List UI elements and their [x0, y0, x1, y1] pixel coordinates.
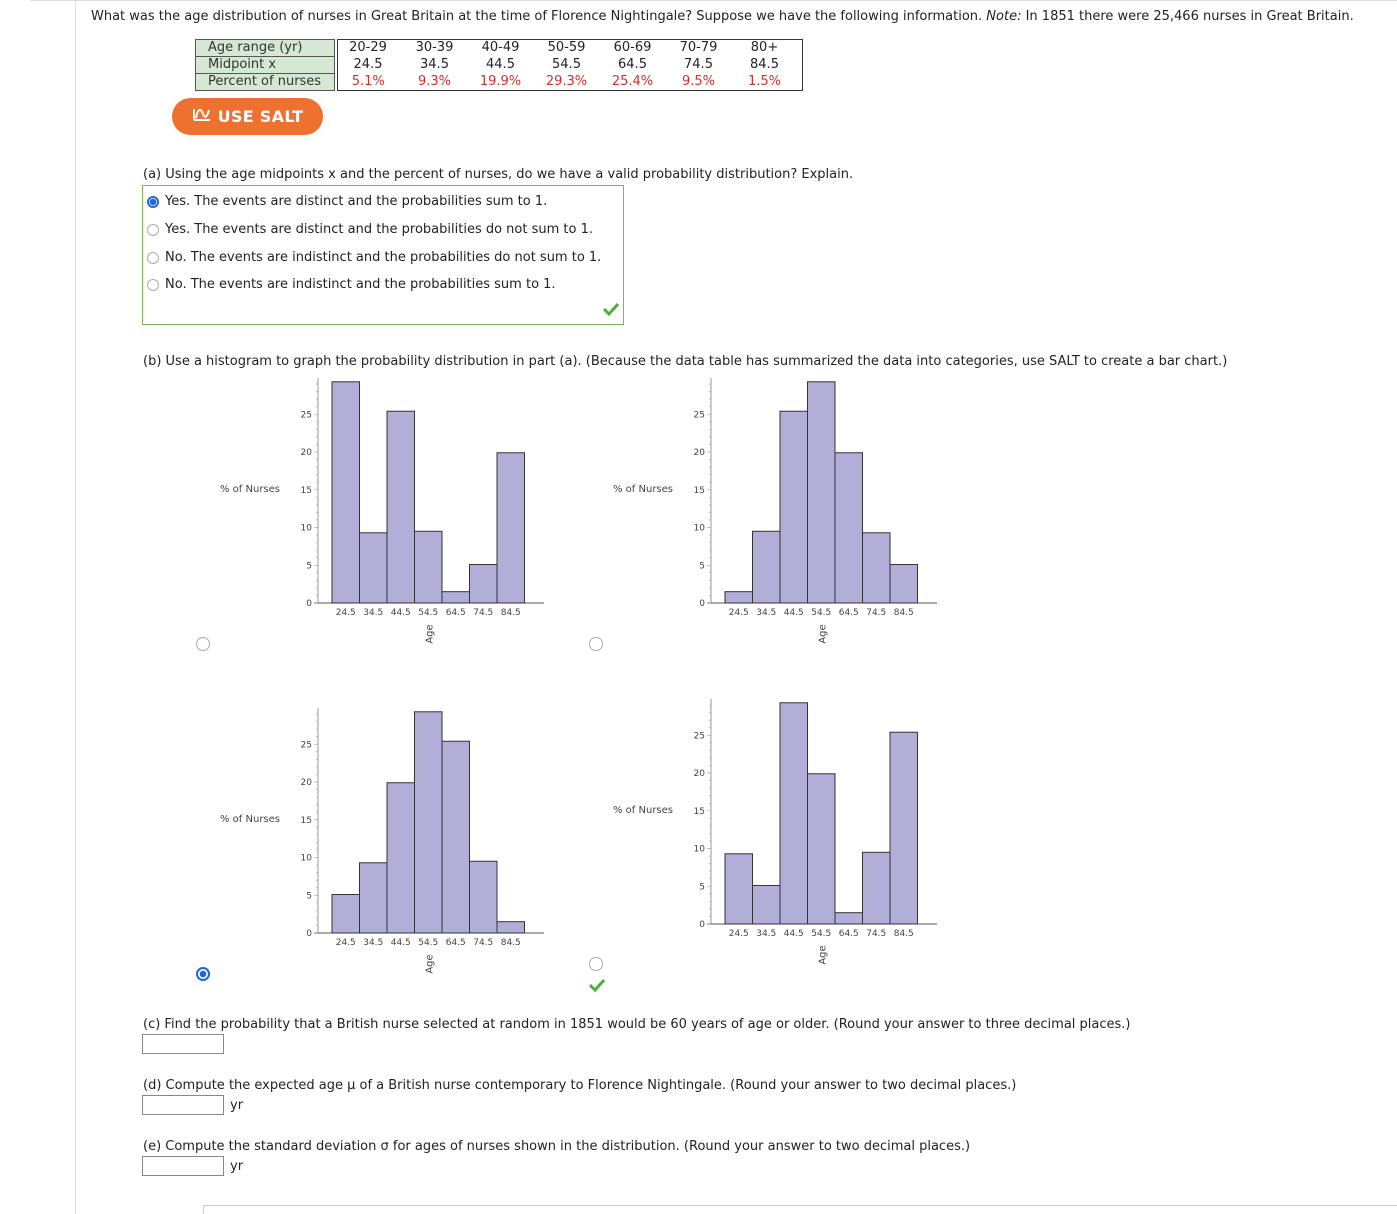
histogram-bar — [890, 732, 918, 924]
x-tick-label: 64.5 — [445, 938, 466, 948]
bottom-divider — [203, 1205, 1397, 1206]
histogram-bar — [360, 533, 388, 603]
part-d-answer-input[interactable] — [142, 1095, 224, 1115]
x-tick-label: 64.5 — [838, 608, 859, 618]
option-label: No. The events are indistinct and the probabilities sum to 1. — [165, 277, 556, 292]
table-cell: 70-79 — [679, 40, 718, 55]
x-tick-label: 74.5 — [866, 929, 887, 939]
table-cell: 9.3% — [417, 74, 452, 89]
part-c-question: (c) Find the probability that a British nurse selected at random in 1851 would be 60 years of age or older. (Round your answer to three decimal places.) — [143, 1017, 1131, 1032]
histogram-bar — [415, 531, 443, 603]
note-text: In 1851 there were 25,466 nurses in Great Britain. — [1025, 9, 1354, 24]
x-tick-label: 54.5 — [418, 608, 439, 618]
x-tick-label: 44.5 — [390, 608, 411, 618]
table-cell: 1.5% — [747, 74, 782, 89]
histogram-bar — [470, 564, 498, 603]
y-axis-label: % of Nurses — [613, 484, 673, 495]
option-label: Yes. The events are distinct and the probabilities do not sum to 1. — [165, 222, 594, 237]
table-cell: 50-59 — [547, 40, 586, 55]
x-axis-label: Age — [424, 954, 436, 974]
x-axis-label: Age — [817, 624, 829, 644]
table-cell: 80+ — [750, 40, 779, 55]
y-tick-label: 15 — [693, 806, 705, 817]
y-tick-label: 5 — [306, 561, 312, 572]
histogram-bar — [890, 564, 918, 603]
histogram-bar — [780, 703, 808, 924]
y-tick-label: 15 — [300, 815, 312, 826]
x-tick-label: 64.5 — [445, 608, 466, 618]
y-tick-label: 20 — [693, 448, 705, 458]
row-header-percent: Percent of nurses — [196, 74, 335, 91]
part-c-answer-input[interactable] — [142, 1034, 224, 1054]
y-axis-label: % of Nurses — [613, 805, 673, 816]
histogram-bar — [835, 453, 863, 603]
table-cell: 24.5 — [353, 57, 383, 72]
part-e-unit: yr — [230, 1159, 244, 1174]
x-tick-label: 74.5 — [866, 608, 887, 618]
x-tick-label: 84.5 — [500, 608, 521, 618]
part-d-unit: yr — [230, 1098, 244, 1113]
table-cell: 19.9% — [479, 74, 522, 89]
correct-check-icon — [588, 978, 606, 996]
radio[interactable] — [589, 637, 603, 651]
histogram-bar — [497, 453, 525, 603]
y-axis-label: % of Nurses — [220, 484, 280, 495]
table-cell: 34.5 — [420, 57, 449, 72]
x-tick-label: 64.5 — [838, 929, 859, 939]
table-cell: 60-69 — [613, 40, 652, 55]
y-tick-label: 10 — [300, 523, 312, 534]
x-tick-label: 24.5 — [335, 608, 356, 618]
row-header-midpoint-text: Midpoint x — [208, 57, 277, 72]
y-tick-label: 5 — [699, 882, 705, 893]
histogram-bar — [332, 382, 360, 603]
histogram-bar — [753, 531, 781, 603]
histogram-bar — [387, 411, 415, 603]
option-label: No. The events are indistinct and the probabilities do not sum to 1. — [165, 250, 602, 265]
x-tick-label: 84.5 — [500, 938, 521, 948]
table-cell: 20-29 — [349, 40, 387, 55]
table-cell: 84.5 — [750, 57, 779, 72]
histogram-bar — [725, 592, 753, 603]
x-tick-label: 74.5 — [473, 608, 494, 618]
table-cell: 5.1% — [351, 74, 385, 89]
y-tick-label: 20 — [300, 778, 312, 788]
histogram-bar — [497, 922, 525, 933]
histogram-bar — [808, 382, 836, 603]
y-tick-label: 15 — [300, 485, 312, 496]
table-cell: 64.5 — [618, 57, 647, 72]
histogram-bar — [415, 712, 443, 933]
table-cell: 30-39 — [415, 40, 454, 55]
histogram-bar — [442, 741, 470, 933]
y-tick-label: 25 — [693, 410, 705, 421]
histogram-bar — [780, 411, 808, 603]
part-a-question: (a) Using the age midpoints x and the percent of nurses, do we have a valid probability distribution? Explain. — [143, 167, 854, 182]
part-b-question: (b) Use a histogram to graph the probability distribution in part (a). (Because the data table has summarized the data into categories, use SALT to create a bar chart.) — [143, 354, 1228, 369]
y-tick-label: 0 — [306, 599, 312, 609]
part-e-question: (e) Compute the standard deviation σ for ages of nurses shown in the distribution. (Round your answer to two decimal places.) — [143, 1139, 971, 1154]
histogram-bar — [808, 774, 836, 924]
table-cell: 25.4% — [611, 74, 654, 89]
note-label: Note: — [986, 9, 1022, 24]
x-tick-label: 54.5 — [811, 608, 832, 618]
bottom-divider-corner — [203, 1205, 204, 1214]
radio[interactable] — [196, 637, 210, 651]
histogram-bar — [863, 533, 891, 603]
histogram-bar — [387, 783, 415, 933]
y-axis-label: % of Nurses — [220, 814, 280, 825]
x-tick-label: 44.5 — [783, 608, 804, 618]
y-tick-label: 20 — [693, 769, 705, 779]
x-tick-label: 54.5 — [811, 929, 832, 939]
y-tick-label: 0 — [699, 599, 705, 609]
table-cell: 74.5 — [684, 57, 713, 72]
histogram-bar — [470, 861, 498, 933]
part-b-option-3[interactable] — [196, 967, 216, 985]
x-tick-label: 34.5 — [756, 929, 777, 939]
part-b-option-1[interactable] — [196, 637, 216, 655]
part-b-option-4[interactable] — [589, 957, 609, 975]
table-cell: 29.3% — [545, 74, 588, 89]
x-tick-label: 74.5 — [473, 938, 494, 948]
y-tick-label: 25 — [300, 410, 312, 421]
x-tick-label: 84.5 — [893, 608, 914, 618]
x-tick-label: 34.5 — [756, 608, 777, 618]
y-tick-label: 0 — [699, 920, 705, 930]
part-e-answer-input[interactable] — [142, 1156, 224, 1176]
x-tick-label: 84.5 — [893, 929, 914, 939]
row-header-age: Age range (yr) — [196, 40, 335, 57]
y-tick-label: 5 — [699, 561, 705, 572]
table-cell: 54.5 — [552, 57, 581, 72]
histogram-bar — [835, 913, 863, 924]
y-tick-label: 10 — [693, 844, 705, 855]
x-axis-label: Age — [817, 945, 829, 965]
x-tick-label: 44.5 — [390, 938, 411, 948]
histogram-bar — [753, 885, 781, 924]
x-tick-label: 54.5 — [418, 938, 439, 948]
part-b-option-2[interactable] — [589, 637, 609, 655]
y-tick-label: 20 — [300, 448, 312, 458]
part-d-question: (d) Compute the expected age μ of a British nurse contemporary to Florence Nightingale. (Round your answer to two decimal places.) — [143, 1078, 1017, 1093]
x-tick-label: 34.5 — [363, 938, 384, 948]
y-tick-label: 25 — [693, 731, 705, 742]
x-tick-label: 44.5 — [783, 929, 804, 939]
radio[interactable] — [589, 957, 603, 971]
histogram-bar — [442, 592, 470, 603]
histogram-bar — [332, 894, 360, 933]
y-tick-label: 25 — [300, 740, 312, 751]
option-label: Yes. The events are distinct and the probabilities sum to 1. — [165, 194, 548, 209]
histogram-bar — [725, 854, 753, 924]
histogram-bar — [360, 863, 388, 933]
table-cell: 40-49 — [481, 40, 520, 55]
table-cell: 9.5% — [681, 74, 716, 89]
y-tick-label: 10 — [300, 853, 312, 864]
x-tick-label: 24.5 — [728, 608, 749, 618]
radio-selected[interactable] — [196, 967, 210, 981]
y-tick-label: 10 — [693, 523, 705, 534]
x-axis-label: Age — [424, 624, 436, 644]
y-tick-label: 5 — [306, 891, 312, 902]
x-tick-label: 34.5 — [363, 608, 384, 618]
y-tick-label: 0 — [306, 929, 312, 939]
histogram-bar — [863, 852, 891, 924]
x-tick-label: 24.5 — [728, 929, 749, 939]
table-cell: 44.5 — [486, 57, 515, 72]
x-tick-label: 24.5 — [335, 938, 356, 948]
y-tick-label: 15 — [693, 485, 705, 496]
use-salt-label: USE SALT — [217, 107, 304, 126]
question-lead: What was the age distribution of nurses in Great Britain at the time of Florence Nightingale? Suppose we have the following information. — [91, 9, 983, 24]
